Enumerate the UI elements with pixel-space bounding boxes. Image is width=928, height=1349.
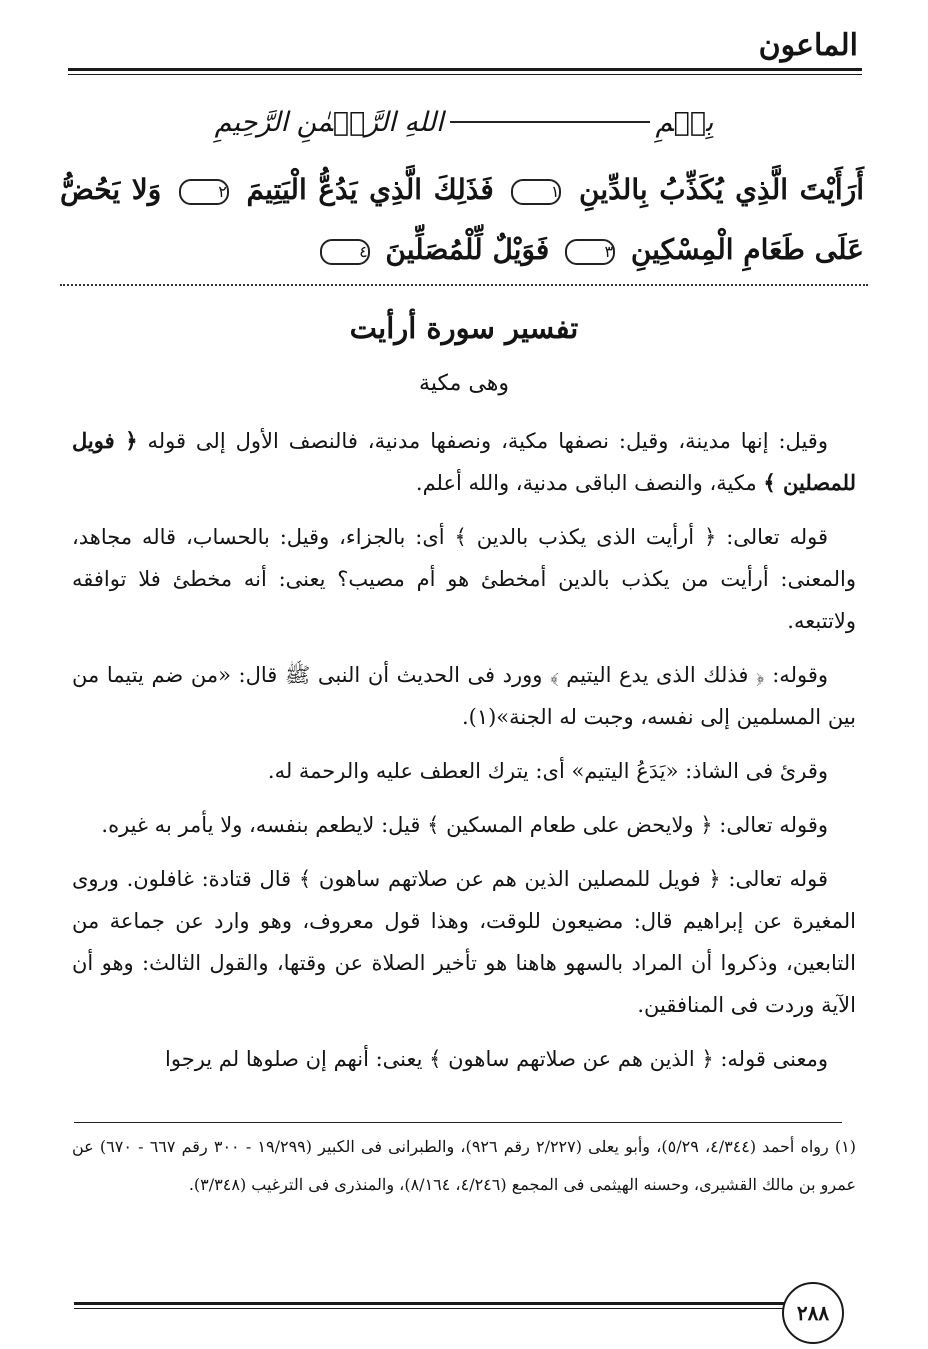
paragraph-6: قوله تعالى: ﴿ فويل للمصلين الذين هم عن صلاتهم ساهون ﴾ قال قتادة: غافلون. وروى المغيرة عن إبراهيم قال: مضيعون للوقت، وهذا قول معروف، وهو وارد عن جماعة من التابعين، وذكروا أن المراد بالسهو هاهنا هو تأخير الصلاة عن وقتها، والقول الثالث: وهو أن الآية وردت فى المنافقين. (72, 867, 856, 1017)
header-rule (68, 68, 862, 71)
verse-1: أَرَأَيْتَ الَّذِي يُكَذِّبُ بِالدِّينِ (579, 173, 865, 206)
verse-2: فَذَلِكَ الَّذِي يَدُعُّ الْيَتِيمَ (246, 173, 494, 206)
ayah-number-2: ٢ (179, 179, 229, 205)
header-rule-thin (68, 74, 862, 75)
section-title: تفسير سورة أرأيت (349, 311, 579, 345)
dotted-separator (60, 284, 868, 286)
basmala (0, 98, 928, 146)
paragraph-1 (72, 420, 856, 504)
ayah-number-3: ٣ (565, 239, 615, 265)
paragraph-3: وقوله: ﴿ فذلك الذى يدع اليتيم ﴾ وورد فى الحديث أن النبى ﷺ قال: «من ضم يتيما من بين المسلمين إلى نفسه، وجبت له الجنة»(١). (72, 663, 856, 729)
commentary-body (72, 420, 856, 1092)
basmala-stroke (450, 121, 650, 123)
running-header-surah-name: الماعون (758, 28, 858, 63)
verse-3: وَلا يَحُضُّ عَلَى طَعَامِ الْمِسْكِينِ (60, 173, 864, 266)
paragraph-7: ومعنى قوله: ﴿ الذين هم عن صلاتهم ساهون ﴾ يعنى: أنهم إن صلوها لم يرجوا (165, 1047, 828, 1071)
paragraph-1-end: مكية، والنصف الباقى مدنية، والله أعلم. (415, 471, 757, 495)
paragraph-1-text: وقيل: إنها مدينة، وقيل: نصفها مكية، ونصفها مدنية، فالنصف الأول إلى قوله (147, 429, 828, 453)
paragraph-4: وقرئ فى الشاذ: «يَدَعُ اليتيم» أى: يترك العطف عليه والرحمة له. (267, 759, 828, 783)
ayah-number-4: ٤ (320, 239, 370, 265)
paragraph-2: قوله تعالى: ﴿ أرأيت الذى يكذب بالدين ﴾ أى: بالجزاء، وقيل: بالحساب، قاله مجاهد، والمعنى: أرأيت من يكذب بالدين أمخطئ هو أم مصيب؟ يعنى: أنه مخطئ فلا توافقه ولاتتبعه. (72, 525, 856, 633)
ayah-number-1: ١ (511, 179, 561, 205)
basmala-bism: بِسۡمِ (655, 106, 714, 138)
footnote-rule (74, 1122, 842, 1123)
footer-rule (74, 1302, 842, 1305)
footnote: (١) رواه أحمد (٤/٣٤٤، ٥/٢٩)، وأبو يعلى (٢/٢٢٧ رقم ٩٢٦)، والطبرانى فى الكبير (١٩/٢٩٩ - ٣٠٠ رقم ٦٦٧ - ٦٧٠) عن عمرو بن مالك القشيرى، وحسنه الهيثمى فى المجمع (٤/٢٤٦، ٨/١٦٤)، والمنذرى فى الترغيب (٣/٣٤٨). (72, 1137, 857, 1194)
footer-rule-thin (74, 1308, 842, 1309)
paragraph-5: وقوله تعالى: ﴿ ولايحض على طعام المسكين ﴾ قيل: لايطعم بنفسه، ولا يأمر به غيره. (101, 813, 828, 837)
verse-4: فَوَيْلٌ لِّلْمُصَلِّينَ (385, 233, 550, 266)
section-subtitle: وهى مكية (419, 371, 509, 396)
basmala-text: اللهِ الرَّحۡمٰنِ الرَّحِيمِ (214, 106, 444, 138)
paragraph-1-quote: ﴿ فويل للمصلين ﴾ (72, 428, 856, 495)
page-number: ٢٨٨ (782, 1282, 844, 1344)
quran-verses (60, 160, 864, 280)
